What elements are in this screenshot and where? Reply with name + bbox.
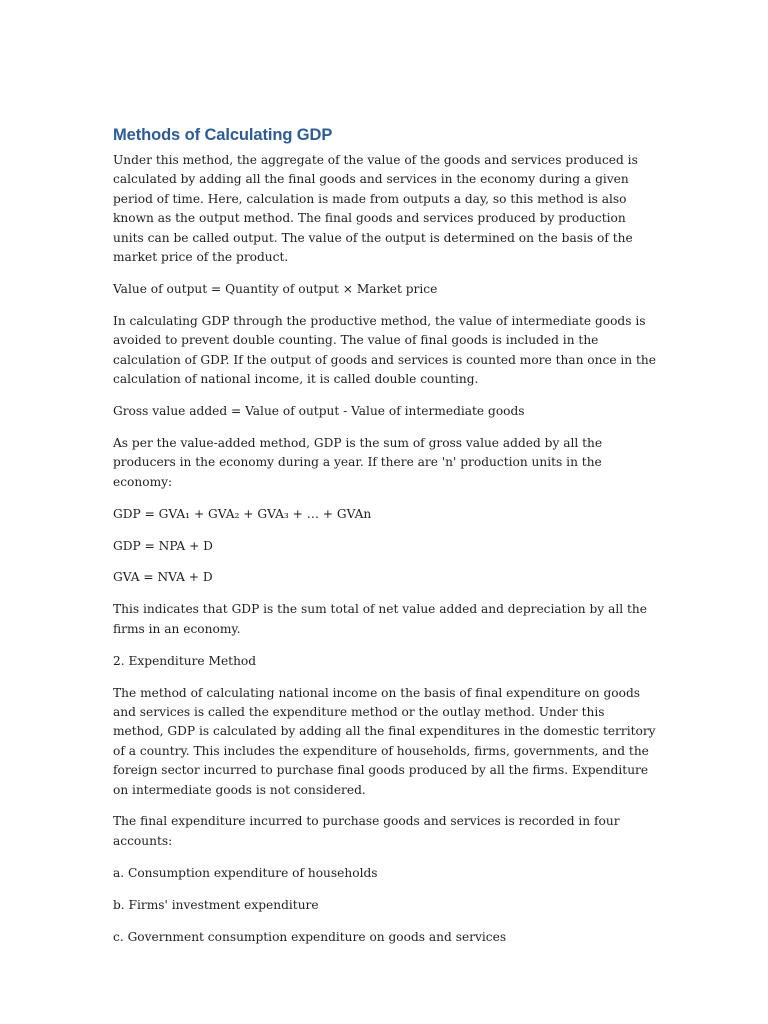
paragraph-output-method: Under this method, the aggregate of the value of the goods and services produced is calculated by adding all the final goods and services in the economy during a given period of time. Here, calculation is made from outputs a day, so this method is also known as the output method. The final goods and services produced by production units can be called output. The value of the output is determined on the basis of the market price of the product. — [113, 153, 638, 265]
paragraph-value-added-method: As per the value-added method, GDP is the sum of gross value added by all the producers in the economy during a year. If there are 'n' production units in the economy: — [113, 435, 603, 489]
formula-gdp-npa: GDP = NPA + D — [113, 538, 213, 553]
paragraph-expenditure-method: The method of calculating national income on the basis of final expenditure on goods and services is called the expenditure method or the outlay method. Under this method, GDP is calculated by adding all the final expenditures in the domestic territory of a country. This includes the expenditure of households, firms, governments, and the foreign sector incurred to purchase final goods produced by all the firms. Expenditure on intermediate goods is not considered. — [113, 685, 656, 797]
formula-gdp-sum-gva: GDP = GVA₁ + GVA₂ + GVA₃ + … + GVAn — [113, 506, 372, 521]
list-item-households: a. Consumption expenditure of households — [113, 865, 378, 880]
paragraph-four-accounts: The final expenditure incurred to purchase goods and services is recorded in four accounts: — [113, 814, 620, 848]
section-heading: Methods of Calculating GDP — [113, 126, 333, 144]
list-item-government: c. Government consumption expenditure on goods and services — [113, 929, 507, 944]
paragraph-double-counting: In calculating GDP through the productive method, the value of intermediate goods is avoided to prevent double counting. The value of final goods is included in the calculation of GDP. If the output of goods and services is counted more than once in the calculation of national income, it is called double counting. — [113, 313, 656, 387]
formula-value-of-output: Value of output = Quantity of output × Market price — [113, 281, 438, 296]
list-item-firms: b. Firms' investment expenditure — [113, 897, 319, 912]
formula-gva-nva: GVA = NVA + D — [113, 570, 213, 585]
formula-gross-value-added: Gross value added = Value of output - Value of intermediate goods — [113, 403, 525, 418]
paragraph-gdp-summary: This indicates that GDP is the sum total of net value added and depreciation by all the firms in an economy. — [113, 602, 647, 636]
subheading-expenditure-method: 2. Expenditure Method — [113, 653, 257, 668]
document-body — [113, 124, 658, 960]
